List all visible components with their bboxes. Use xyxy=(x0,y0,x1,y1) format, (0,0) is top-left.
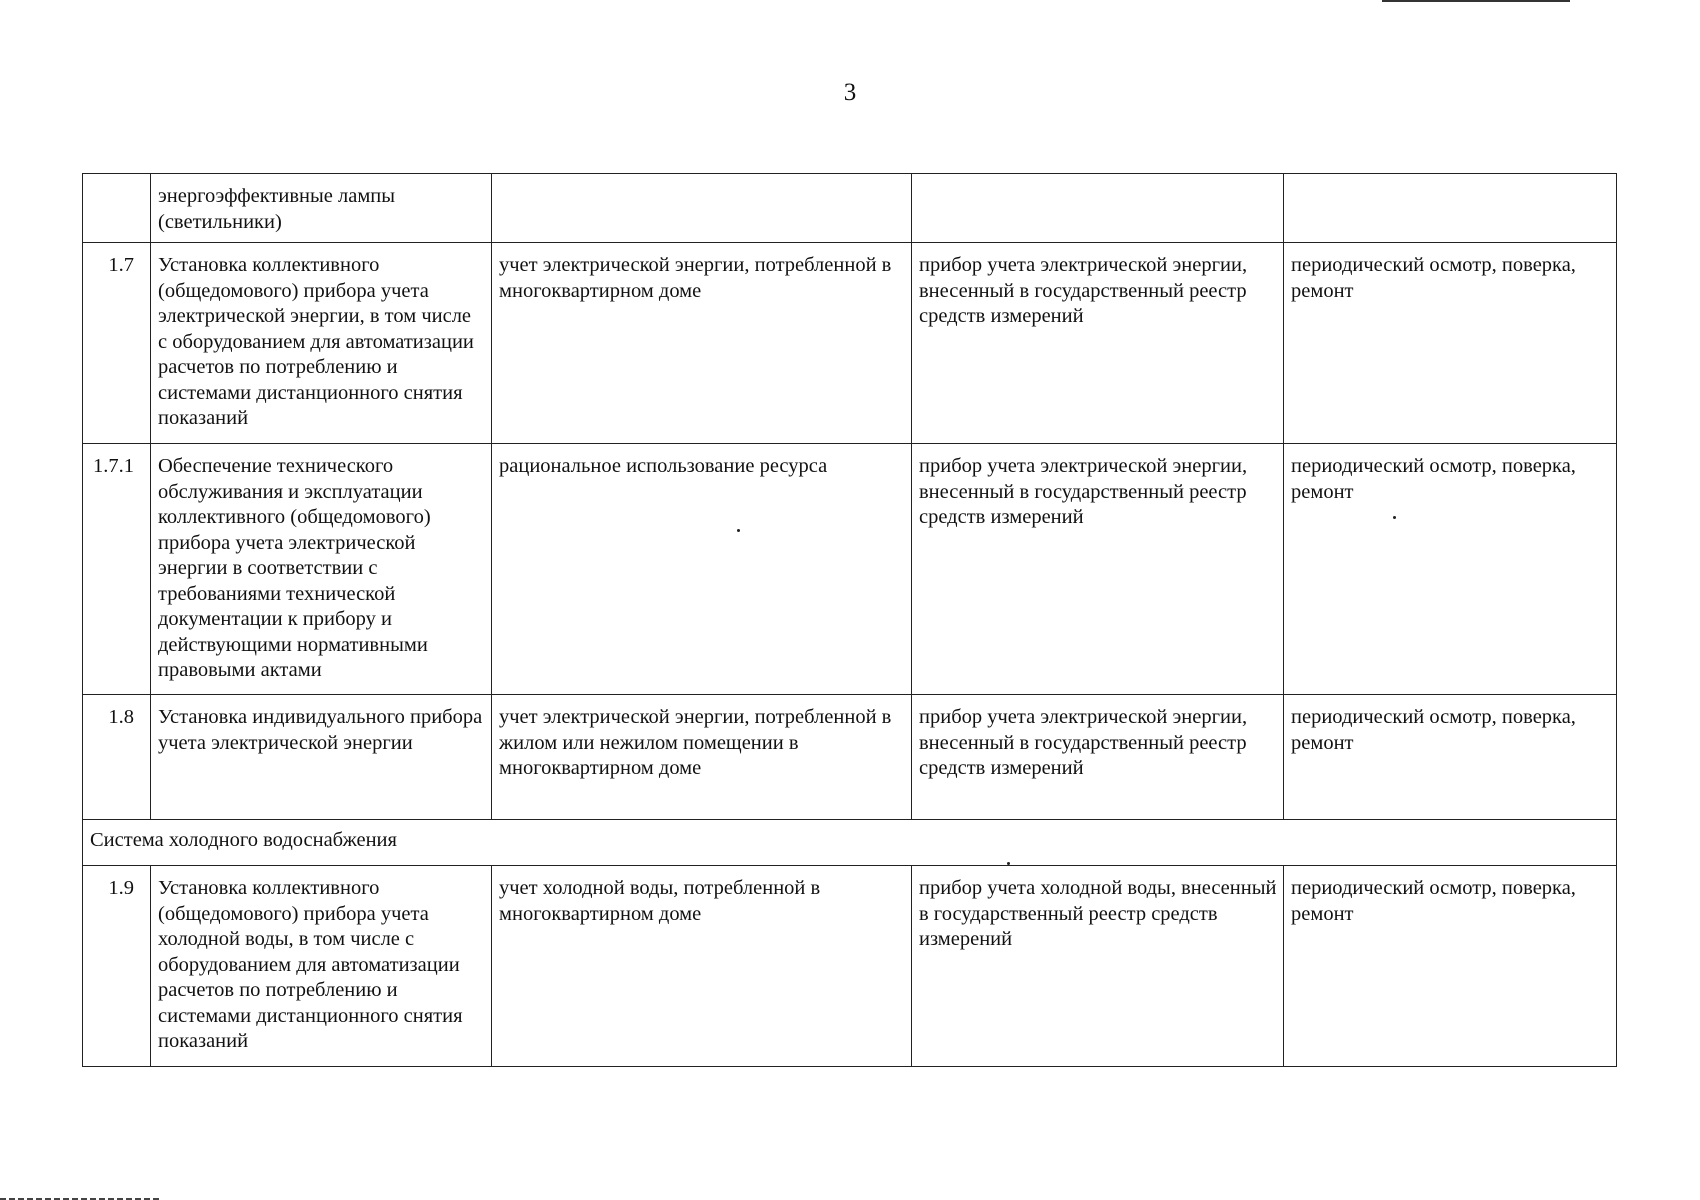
purpose-cell: учет электрической энергии, потребленной в жилом или нежилом помещении в многоквартирном доме xyxy=(492,695,912,820)
top-edge-rule xyxy=(1382,0,1570,2)
row-number-cell: 1.7.1 xyxy=(83,444,151,695)
purpose-cell: учет электрической энергии, потребленной в многоквартирном доме xyxy=(492,243,912,444)
measure-cell: Установка коллективного (общедомового) прибора учета электрической энергии, в том числе с оборудованием для автоматизации расчетов по потреблению и системами дистанционного снятия показаний xyxy=(151,243,492,444)
service-cell: периодический осмотр, поверка, ремонт xyxy=(1284,444,1617,695)
equipment-cell xyxy=(912,174,1284,243)
purpose-cell: учет холодной воды, потребленной в многоквартирном доме xyxy=(492,866,912,1067)
scan-speck xyxy=(1393,516,1396,519)
equipment-cell: прибор учета электрической энергии, внесенный в государственный реестр средств измерений xyxy=(912,243,1284,444)
measure-cell: Установка коллективного (общедомового) прибора учета холодной воды, в том числе с оборудованием для автоматизации расчетов по потреблению и системами дистанционного снятия показаний xyxy=(151,866,492,1067)
section-heading: Система холодного водоснабжения xyxy=(83,820,1617,866)
purpose-cell xyxy=(492,174,912,243)
measure-cell: Установка индивидуального прибора учета электрической энергии xyxy=(151,695,492,820)
purpose-cell: рациональное использование ресурса xyxy=(492,444,912,695)
table-row xyxy=(83,174,1617,243)
row-number-cell: 1.7 xyxy=(83,243,151,444)
table-row xyxy=(83,444,1617,695)
equipment-cell: прибор учета холодной воды, внесенный в государственный реестр средств измерений xyxy=(912,866,1284,1067)
scan-speck xyxy=(737,529,740,532)
service-cell: периодический осмотр, поверка, ремонт xyxy=(1284,243,1617,444)
table-row xyxy=(83,243,1617,444)
row-number-cell xyxy=(83,174,151,243)
service-cell: периодический осмотр, поверка, ремонт xyxy=(1284,866,1617,1067)
measure-cell: энергоэффективные лампы (светильники) xyxy=(151,174,492,243)
table-row xyxy=(83,866,1617,1067)
row-number-cell: 1.9 xyxy=(83,866,151,1067)
measure-cell: Обеспечение технического обслуживания и эксплуатации коллективного (общедомового) прибора учета электрической энергии в соответствии с требованиями технической документации к прибору и действующими нормативными правовыми актами xyxy=(151,444,492,695)
page-number: 3 xyxy=(843,79,857,106)
scan-speck xyxy=(1007,862,1010,865)
table-row xyxy=(83,695,1617,820)
row-number-cell: 1.8 xyxy=(83,695,151,820)
equipment-cell: прибор учета электрической энергии, внесенный в государственный реестр средств измерений xyxy=(912,444,1284,695)
service-cell: периодический осмотр, поверка, ремонт xyxy=(1284,695,1617,820)
equipment-cell: прибор учета электрической энергии, внесенный в государственный реестр средств измерений xyxy=(912,695,1284,820)
service-cell xyxy=(1284,174,1617,243)
measures-table xyxy=(82,173,1617,1067)
section-heading-row xyxy=(83,820,1617,866)
